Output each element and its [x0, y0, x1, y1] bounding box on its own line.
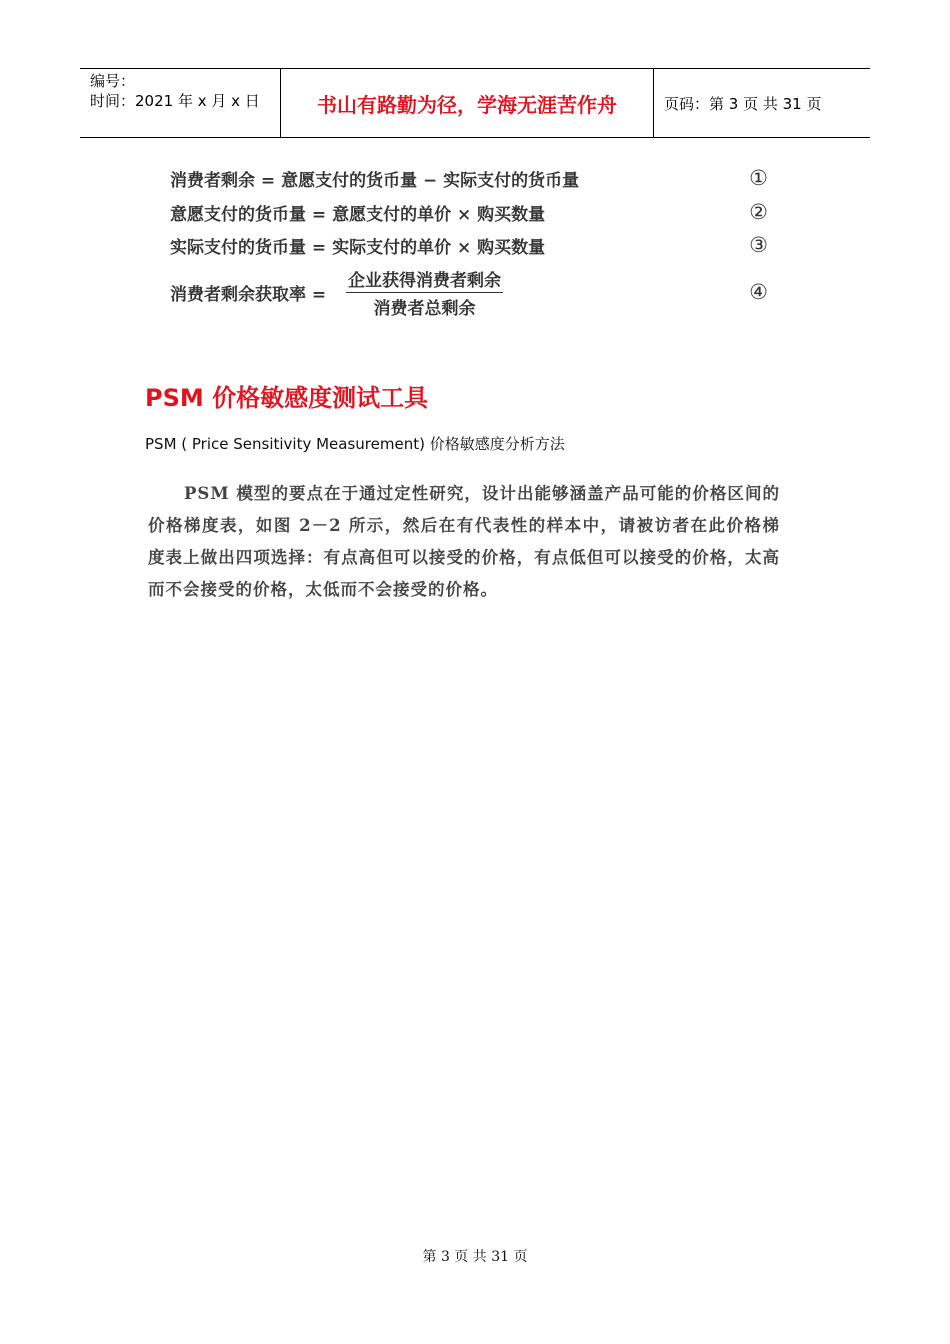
formula-lhs: 消费者剩余获取率 = [170, 285, 327, 305]
header-page-cell [654, 69, 870, 137]
page-footer: 第 3 页 共 31 页 [422, 1249, 528, 1265]
formula-row [170, 166, 780, 190]
formula-text: 意愿支付的货币量 = 意愿支付的单价 × 购买数量 [170, 205, 546, 225]
formula-row [170, 233, 780, 257]
formula-number: ④ [749, 280, 768, 304]
fraction [346, 266, 503, 319]
formula-row [170, 200, 780, 224]
motto-text: 书山有路勤为径，学海无涯苦作舟 [317, 92, 617, 117]
formula-number: ③ [749, 233, 768, 257]
formula-number: ② [749, 200, 768, 224]
section-title: PSM 价格敏感度测试工具 [145, 384, 429, 412]
fraction-denominator: 消费者总剩余 [373, 299, 476, 319]
header-meta-cell [80, 69, 281, 137]
header-motto-cell [281, 69, 654, 137]
date-line: 时间：2021 年 x 月 x 日 [90, 92, 260, 110]
formula-text: 实际支付的货币量 = 实际支付的单价 × 购买数量 [170, 238, 546, 258]
document-header [80, 68, 870, 138]
body-paragraph: PSM 模型的要点在于通过定性研究，设计出能够涵盖产品可能的价格区间的价格梯度表，如图 2－2 所示，然后在有代表性的样本中，请被访者在此价格梯度表上做出四项选择：有点高但可以接受的价格，有点低但可以接受的价格，太高而不会接受的价格，太低而不会接受的价格。 [148, 484, 780, 599]
fraction-numerator: 企业获得消费者剩余 [346, 266, 503, 293]
formula-text: 消费者剩余 = 意愿支付的货币量 − 实际支付的货币量 [170, 171, 580, 191]
formula-number: ① [749, 166, 768, 190]
page-info: 页码：第 3 页 共 31 页 [664, 94, 822, 113]
section-subtitle: PSM ( Price Sensitivity Measurement) 价格敏感度分析方法 [145, 435, 565, 453]
formula-row-fraction [170, 271, 780, 319]
serial-label: 编号： [90, 72, 136, 90]
